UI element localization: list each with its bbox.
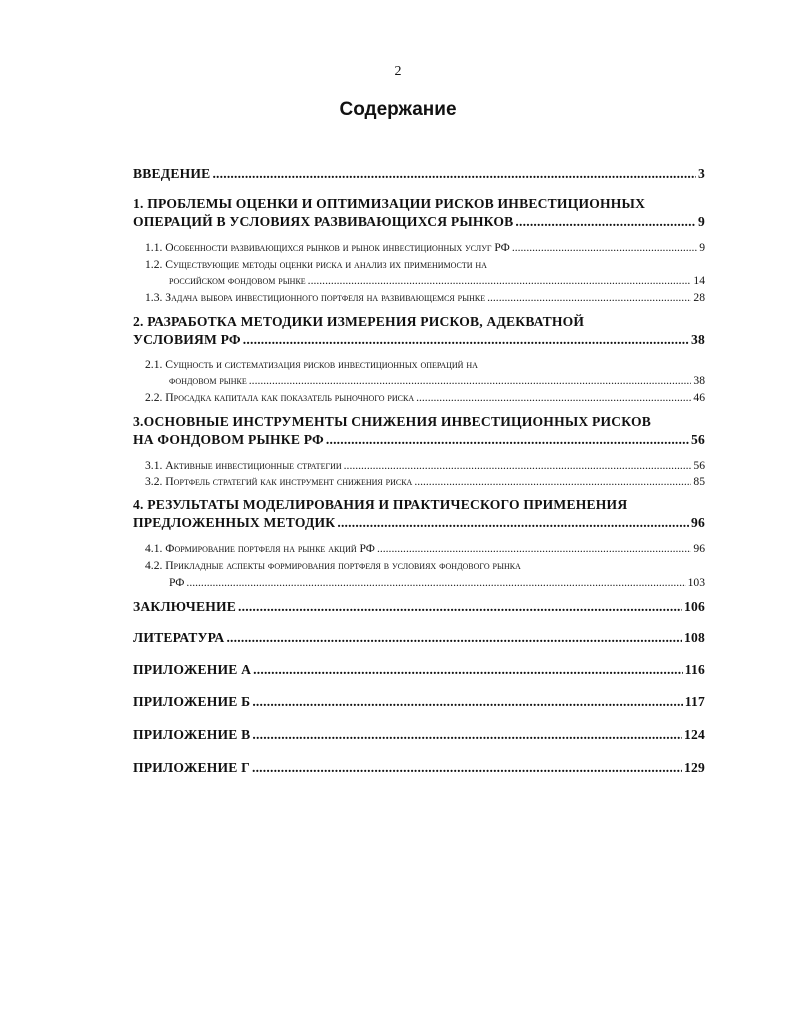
toc-section-4-2[interactable] <box>169 575 705 591</box>
dot-leader <box>326 432 689 448</box>
toc-entry-page: 124 <box>684 727 705 742</box>
toc-chapter-3-line1[interactable]: 3.ОСНОВНЫЕ ИНСТРУМЕНТЫ СНИЖЕНИЯ ИНВЕСТИЦИОННЫХ РИСКОВ <box>133 414 652 429</box>
dot-leader <box>212 166 696 182</box>
dot-leader <box>249 373 692 389</box>
toc-entry-page: 108 <box>684 630 705 645</box>
toc-entry-label: ПРИЛОЖЕНИЕ А <box>133 662 252 677</box>
toc-entry-page: 103 <box>687 576 705 589</box>
toc-entry-appendix-a[interactable] <box>133 662 705 678</box>
dot-leader <box>243 332 689 348</box>
toc-entry-label: НА ФОНДОВОМ РЫНКЕ РФ <box>133 432 324 447</box>
toc-section-2-1-line1[interactable]: 2.1. Сущность и систематизация рисков инвестиционных операций на <box>145 358 478 371</box>
toc-entry-conclusion[interactable] <box>133 599 705 615</box>
toc-entry-label: ПРИЛОЖЕНИЕ Г <box>133 760 250 775</box>
toc-chapter-4-line1[interactable]: 4. РЕЗУЛЬТАТЫ МОДЕЛИРОВАНИЯ И ПРАКТИЧЕСКОГО ПРИМЕНЕНИЯ <box>133 497 628 512</box>
toc-entry-appendix-v[interactable] <box>133 727 705 743</box>
toc-entry-page: 46 <box>693 391 705 404</box>
dot-leader <box>252 727 682 743</box>
toc-entry-label: ЛИТЕРАТУРА <box>133 630 225 645</box>
toc-entry-page: 9 <box>698 214 705 229</box>
toc-entry-page: 38 <box>693 374 705 387</box>
toc-entry-label: ПРИЛОЖЕНИЕ Б <box>133 694 251 709</box>
toc-section-3-1[interactable] <box>145 458 705 474</box>
toc-entry-label: РФ <box>169 576 185 589</box>
dot-leader <box>515 214 696 230</box>
toc-entry-page: 28 <box>693 291 705 304</box>
page-title: Содержание <box>339 99 457 120</box>
toc-entry-label: 1.3. Задача выбора инвестиционного портфеля на развивающемся рынке <box>145 291 486 304</box>
dot-leader <box>487 290 691 306</box>
toc-entry-label: УСЛОВИЯМ РФ <box>133 332 241 347</box>
dot-leader <box>252 694 682 710</box>
toc-entry-page: 117 <box>684 694 705 709</box>
page-number: 2 <box>394 64 402 79</box>
toc-chapter-3[interactable] <box>133 432 705 448</box>
toc-entry-label: ВВЕДЕНИЕ <box>133 166 211 181</box>
toc-entry-label: ПРЕДЛОЖЕННЫХ МЕТОДИК <box>133 515 336 530</box>
toc-chapter-2[interactable] <box>133 332 705 348</box>
toc-section-1-3[interactable] <box>145 290 705 306</box>
toc-entry-label: 2.2. Просадка капитала как показатель рыночного риска <box>145 391 415 404</box>
toc-entry-page: 56 <box>691 432 705 447</box>
toc-section-4-2-line1[interactable]: 4.2. Прикладные аспекты формирования портфеля в условиях фондового рынка <box>145 559 521 572</box>
toc-entry-label: 1.1. Особенности развивающихся рынков и рынок инвестиционных услуг РФ <box>145 241 510 254</box>
toc-entry-page: 96 <box>693 542 705 555</box>
toc-entry-page: 14 <box>693 274 705 287</box>
toc-entry-page: 3 <box>698 166 705 181</box>
toc-section-3-2[interactable] <box>145 474 705 490</box>
toc-entry-page: 116 <box>684 662 705 677</box>
dot-leader <box>337 515 689 531</box>
toc-entry-introduction[interactable] <box>133 166 705 182</box>
dot-leader <box>252 760 682 776</box>
toc-entry-page: 56 <box>693 459 705 472</box>
toc-entry-page: 38 <box>691 332 705 347</box>
toc-chapter-1[interactable] <box>133 214 705 230</box>
dot-leader <box>344 458 692 474</box>
toc-entry-appendix-b[interactable] <box>133 694 705 710</box>
dot-leader <box>238 599 682 615</box>
toc-entry-label: ПРИЛОЖЕНИЕ В <box>133 727 251 742</box>
dot-leader <box>308 273 692 289</box>
toc-entry-label: российском фондовом рынке <box>169 274 306 287</box>
toc-entry-page: 85 <box>693 475 705 488</box>
toc-entry-label: ЗАКЛЮЧЕНИЕ <box>133 599 237 614</box>
toc-section-4-1[interactable] <box>145 541 705 557</box>
toc-section-2-2[interactable] <box>145 390 705 406</box>
toc-entry-page: 129 <box>684 760 705 775</box>
toc-entry-literature[interactable] <box>133 630 705 646</box>
dot-leader <box>226 630 682 646</box>
toc-entry-page: 96 <box>691 515 705 530</box>
toc-entry-label: 4.1. Формирование портфеля на рынке акций РФ <box>145 542 375 555</box>
toc-entry-page: 9 <box>699 241 705 254</box>
toc-entry-label: 3.2. Портфель стратегий как инструмент снижения риска <box>145 475 413 488</box>
toc-entry-page: 106 <box>684 599 705 614</box>
toc-section-1-1[interactable] <box>145 240 705 256</box>
toc-entry-label: ОПЕРАЦИЙ В УСЛОВИЯХ РАЗВИВАЮЩИХСЯ РЫНКОВ <box>133 214 514 229</box>
toc-chapter-1-line1[interactable]: 1. ПРОБЛЕМЫ ОЦЕНКИ И ОПТИМИЗАЦИИ РИСКОВ ИНВЕСТИЦИОННЫХ <box>133 196 646 211</box>
dot-leader <box>377 541 691 557</box>
toc-entry-label: 3.1. Активные инвестиционные стратегии <box>145 459 342 472</box>
toc-section-1-2[interactable] <box>169 273 705 289</box>
toc-section-2-1[interactable] <box>169 373 705 389</box>
dot-leader <box>416 390 691 406</box>
dot-leader <box>414 474 691 490</box>
toc-chapter-2-line1[interactable]: 2. РАЗРАБОТКА МЕТОДИКИ ИЗМЕРЕНИЯ РИСКОВ, АДЕКВАТНОЙ <box>133 314 585 329</box>
toc-entry-appendix-g[interactable] <box>133 760 705 776</box>
dot-leader <box>253 662 683 678</box>
toc-entry-label: фондовом рынке <box>169 374 247 387</box>
toc-chapter-4[interactable] <box>133 515 705 531</box>
toc-section-1-2-line1[interactable]: 1.2. Существующие методы оценки риска и анализ их применимости на <box>145 258 487 271</box>
dot-leader <box>186 575 685 591</box>
dot-leader <box>512 240 697 256</box>
